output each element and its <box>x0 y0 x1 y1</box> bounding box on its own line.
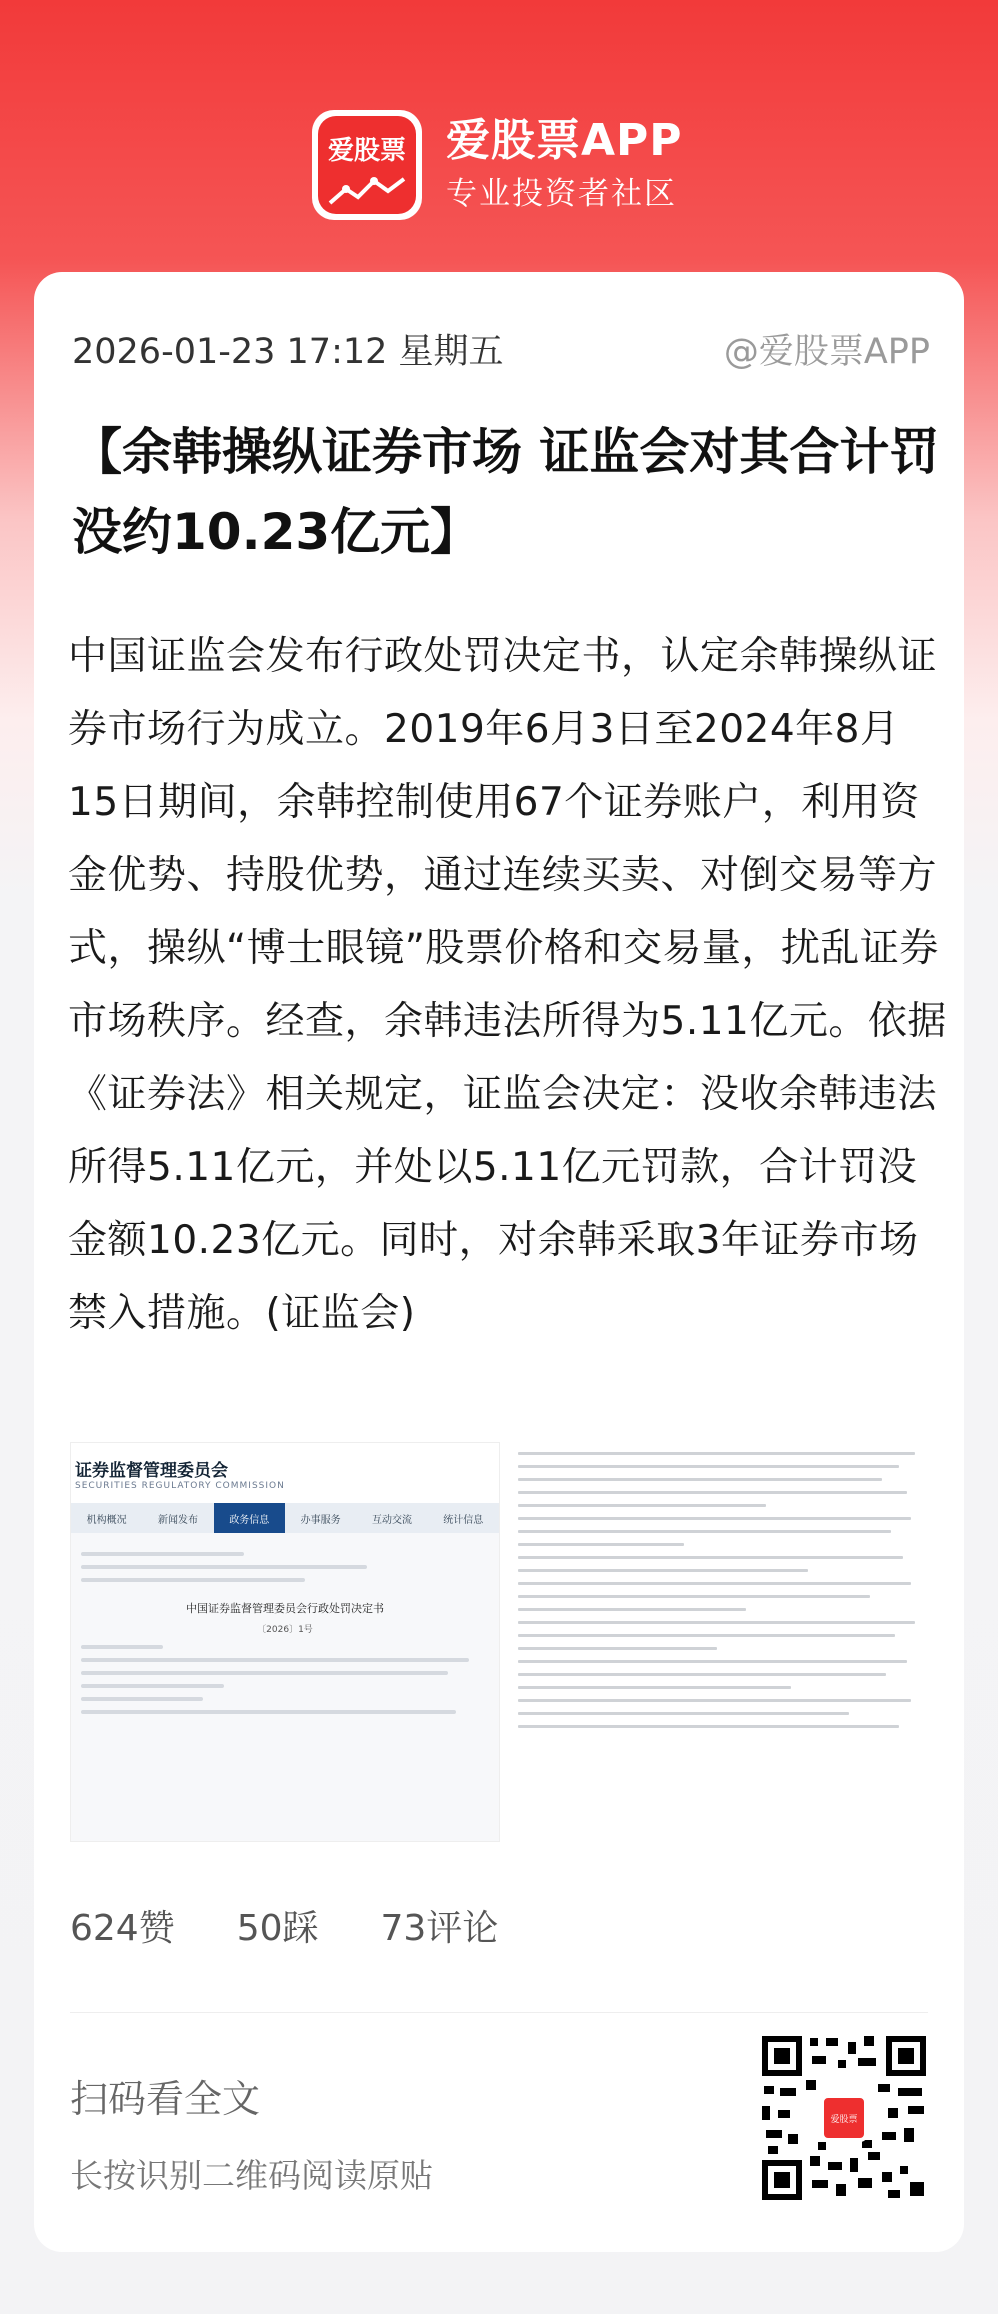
post-body: 中国证监会发布行政处罚决定书，认定余韩操纵证券市场行为成立。2019年6月3日至2024年8月15日期间，余韩控制使用67个证券账户，利用资金优势、持股优势，通过连续买卖、对倒交易等方式，操纵“博士眼镜”股票价格和交易量，扰乱证券市场秩序。经查，余韩违法所得为5.11亿元。依据《证券法》相关规定，证监会决定：没收余韩违法所得5.11亿元，并处以5.11亿元罚款，合计罚没金额10.23亿元。同时，对余韩采取3年证券市场禁入措施。(证监会) <box>68 634 947 1336</box>
doc-content <box>71 1533 499 1733</box>
qr-logo: 爱股票 <box>820 2094 868 2142</box>
post-card <box>34 272 964 2252</box>
doc-nav-item: 新闻发布 <box>157 1514 198 1526</box>
doc-number: 〔2026〕1号 <box>257 1625 313 1635</box>
app-logo <box>312 110 422 220</box>
brand-name: 爱股票APP <box>446 115 683 166</box>
post-meta <box>72 324 930 374</box>
doc-title: 中国证券监督管理委员会行政处罚决定书 <box>186 1602 384 1615</box>
document-image-right[interactable] <box>514 1442 928 1840</box>
doc-nav-item: 统计信息 <box>443 1514 484 1526</box>
post-title: 【余韩操纵证券市场 证监会对其合计罚没约10.23亿元】 <box>72 423 940 561</box>
post-stats <box>70 1900 498 1951</box>
brand-header <box>312 110 683 220</box>
doc-nav-item: 办事服务 <box>300 1514 341 1526</box>
doc-header-title: 证券监督管理委员会 <box>75 1460 228 1481</box>
doc-nav-bar <box>71 1503 499 1533</box>
post-source[interactable]: @爱股票APP <box>723 332 930 372</box>
like-count[interactable]: 624赞 <box>70 1908 175 1949</box>
doc-nav-item: 机构概况 <box>86 1514 127 1526</box>
app-logo-text: 爱股票 <box>327 136 406 166</box>
comment-count[interactable]: 73评论 <box>380 1908 499 1949</box>
qr-code[interactable] <box>758 2032 930 2204</box>
scan-title: 扫码看全文 <box>70 2077 261 2121</box>
doc-header-sub: SECURITIES REGULATORY COMMISSION <box>75 1480 285 1491</box>
scan-hint: 长按识别二维码阅读原贴 <box>70 2156 433 2195</box>
post-datetime: 2026-01-23 17:12 星期五 <box>72 332 504 372</box>
chart-line-icon <box>328 173 406 207</box>
brand-slogan: 专业投资者社区 <box>446 176 677 212</box>
doc-nav-item: 互动交流 <box>371 1514 412 1526</box>
document-image-left[interactable] <box>70 1442 500 1842</box>
dislike-count[interactable]: 50踩 <box>236 1908 319 1949</box>
doc-nav-item-active: 政务信息 <box>214 1503 285 1533</box>
divider <box>70 2012 928 2013</box>
